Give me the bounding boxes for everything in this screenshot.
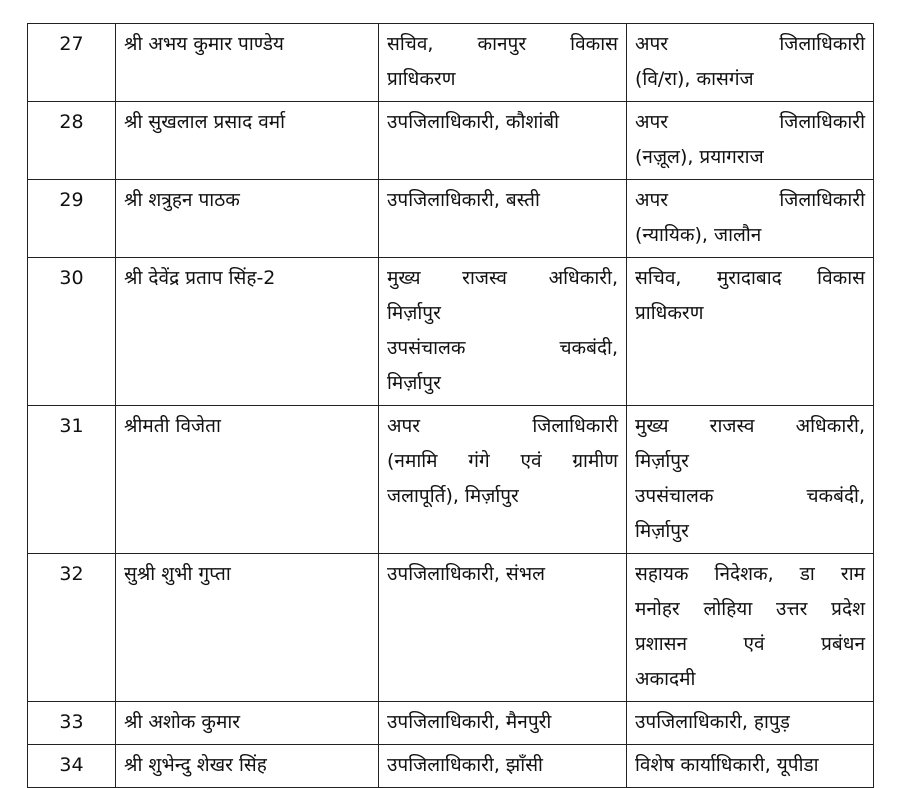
- posting-line: मिर्ज़ापुर: [387, 372, 441, 394]
- table-row: [28, 702, 874, 745]
- serial-number: 34: [28, 745, 116, 788]
- new-posting: [627, 180, 874, 258]
- posting-line: उपजिलाधिकारी, कौशांबी: [387, 111, 560, 133]
- serial-number: 33: [28, 702, 116, 745]
- posting-line: सचिव, कानपुर विकास: [387, 33, 618, 55]
- posting-line: उपसंचालक चकबंदी,: [635, 485, 865, 507]
- posting-line: उपजिलाधिकारी, संभल: [387, 563, 545, 585]
- table-body: [28, 24, 874, 788]
- new-posting: [627, 406, 874, 554]
- current-posting: [379, 406, 627, 554]
- officer-name: श्री शत्रुहन पाठक: [116, 180, 379, 258]
- posting-line: सहायक निदेशक, डा राम: [635, 563, 865, 585]
- posting-line: मुख्य राजस्व अधिकारी,: [387, 267, 618, 289]
- current-posting: [379, 24, 627, 102]
- new-posting: [627, 24, 874, 102]
- current-posting: [379, 258, 627, 406]
- table-row: [28, 102, 874, 180]
- serial-number: 32: [28, 554, 116, 702]
- posting-line: मिर्ज़ापुर: [387, 302, 441, 324]
- serial-number: 29: [28, 180, 116, 258]
- posting-line: मुख्य राजस्व अधिकारी,: [635, 415, 865, 437]
- new-posting: [627, 258, 874, 406]
- officer-name: श्री देवेंद्र प्रताप सिंह-2: [116, 258, 379, 406]
- posting-line: मिर्ज़ापुर: [635, 520, 689, 542]
- posting-line: अपर जिलाधिकारी: [387, 415, 618, 437]
- posting-line: (नमामि गंगे एवं ग्रामीण: [387, 450, 618, 472]
- table-row: [28, 406, 874, 554]
- officer-name: श्रीमती विजेता: [116, 406, 379, 554]
- posting-line: उपजिलाधिकारी, बस्ती: [387, 189, 540, 211]
- posting-line: विशेष कार्याधिकारी, यूपीडा: [635, 754, 819, 776]
- posting-line: जलापूर्ति), मिर्ज़ापुर: [387, 485, 519, 507]
- posting-line: उपसंचालक चकबंदी,: [387, 337, 618, 359]
- posting-line: प्रशासन एवं प्रबंधन: [635, 633, 865, 655]
- table-row: [28, 745, 874, 788]
- officer-name: श्री अशोक कुमार: [116, 702, 379, 745]
- new-posting: [627, 102, 874, 180]
- posting-line: उपजिलाधिकारी, हापुड़: [635, 711, 790, 733]
- posting-line: (वि/रा), कासगंज: [635, 68, 754, 90]
- current-posting: [379, 102, 627, 180]
- posting-line: अकादमी: [635, 668, 696, 690]
- officer-name: श्री सुखलाल प्रसाद वर्मा: [116, 102, 379, 180]
- posting-line: अपर जिलाधिकारी: [635, 33, 865, 55]
- table-row: [28, 24, 874, 102]
- posting-line: (न्यायिक), जालौन: [635, 224, 762, 246]
- table-row: [28, 180, 874, 258]
- posting-line: उपजिलाधिकारी, झाँसी: [387, 754, 543, 776]
- current-posting: [379, 745, 627, 788]
- table-row: [28, 554, 874, 702]
- current-posting: [379, 554, 627, 702]
- new-posting: [627, 554, 874, 702]
- serial-number: 28: [28, 102, 116, 180]
- posting-line: मिर्ज़ापुर: [635, 450, 689, 472]
- current-posting: [379, 180, 627, 258]
- officer-name: सुश्री शुभी गुप्ता: [116, 554, 379, 702]
- serial-number: 27: [28, 24, 116, 102]
- table-row: [28, 258, 874, 406]
- current-posting: [379, 702, 627, 745]
- posting-line: (नज़ूल), प्रयागराज: [635, 146, 764, 168]
- officer-name: श्री अभय कुमार पाण्डेय: [116, 24, 379, 102]
- serial-number: 30: [28, 258, 116, 406]
- new-posting: [627, 745, 874, 788]
- new-posting: [627, 702, 874, 745]
- posting-line: उपजिलाधिकारी, मैनपुरी: [387, 711, 552, 733]
- posting-line: प्राधिकरण: [635, 302, 704, 324]
- posting-line: सचिव, मुरादाबाद विकास: [635, 267, 865, 289]
- posting-line: मनोहर लोहिया उत्तर प्रदेश: [635, 598, 865, 620]
- transfer-table: [27, 23, 874, 788]
- officer-name: श्री शुभेन्दु शेखर सिंह: [116, 745, 379, 788]
- posting-line: प्राधिकरण: [387, 68, 456, 90]
- posting-line: अपर जिलाधिकारी: [635, 189, 865, 211]
- serial-number: 31: [28, 406, 116, 554]
- posting-line: अपर जिलाधिकारी: [635, 111, 865, 133]
